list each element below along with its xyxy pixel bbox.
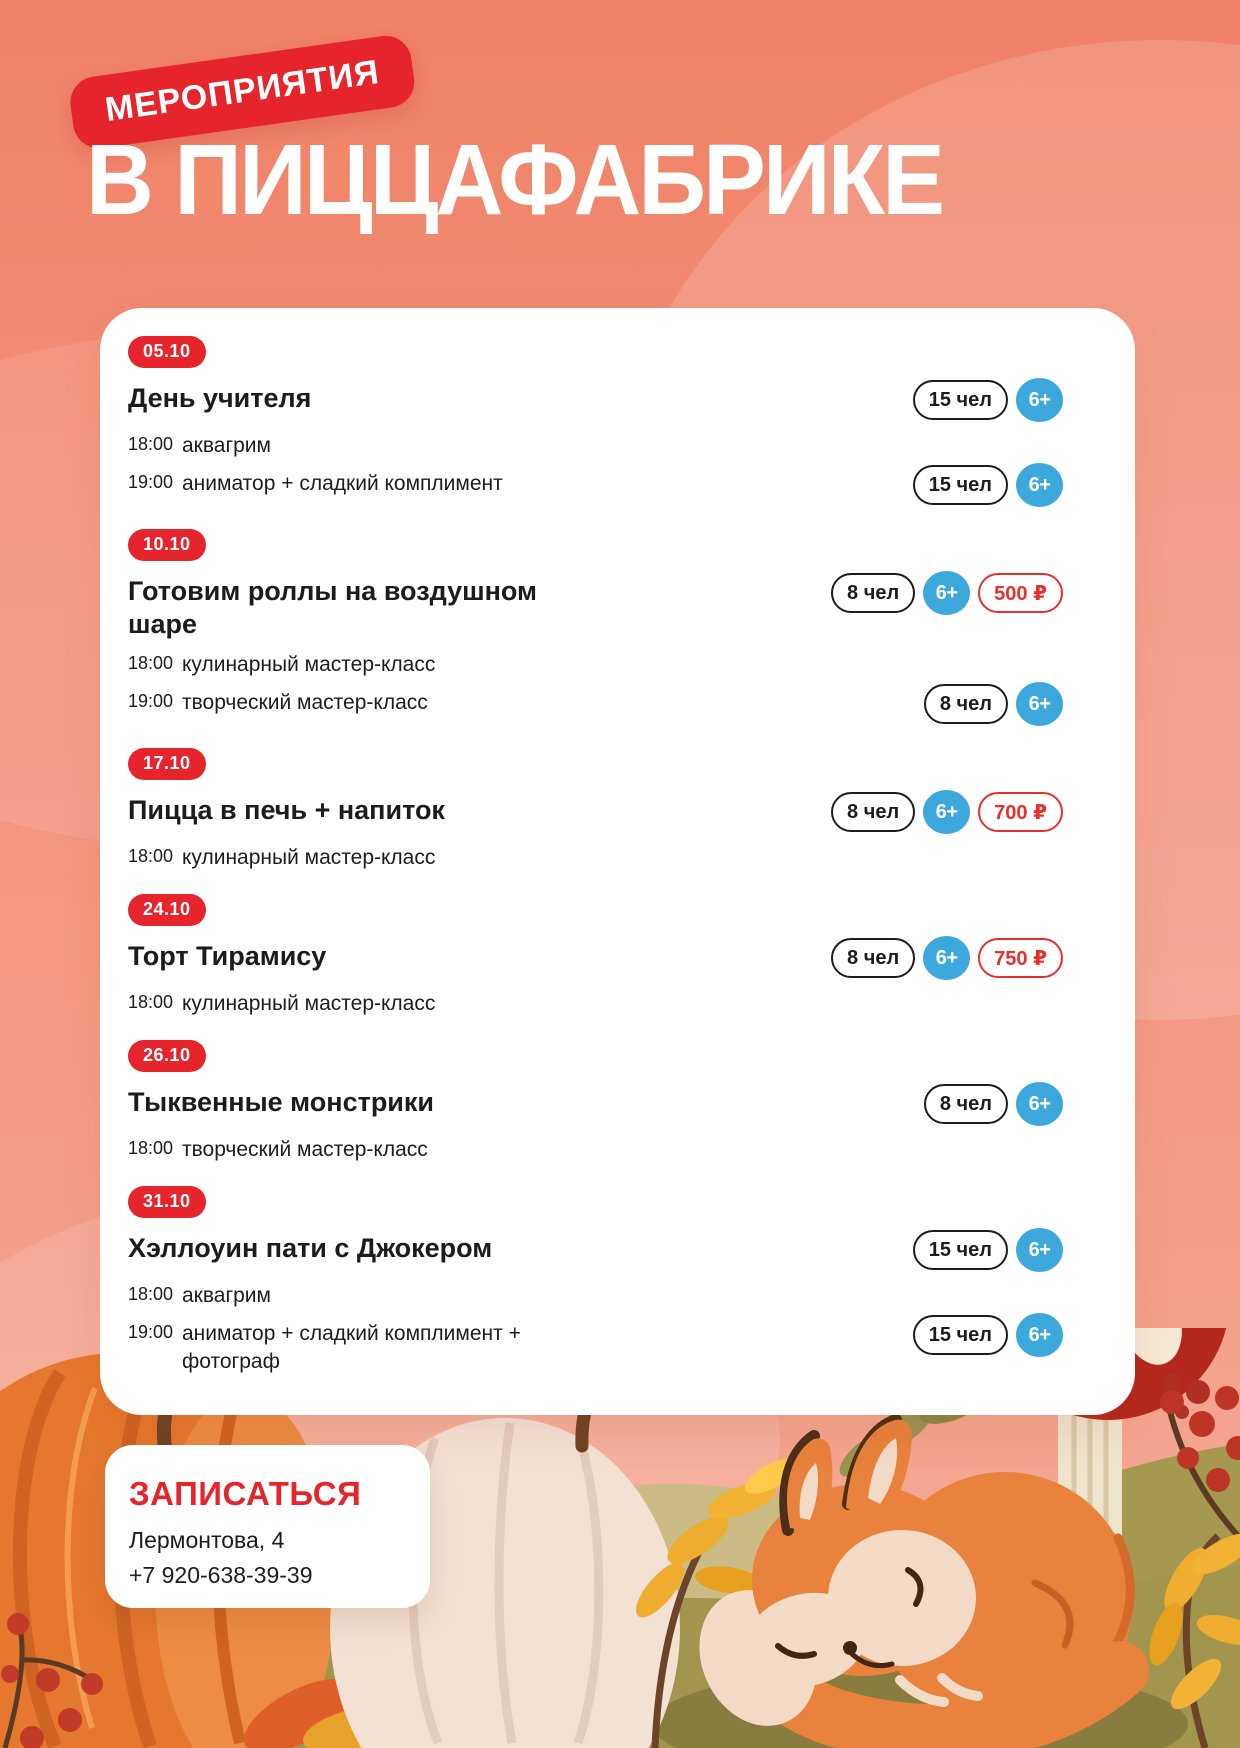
session-desc: творческий мастер-класс bbox=[182, 1138, 428, 1161]
poster-title: В ПИЦЦАФАБРИКЕ bbox=[86, 124, 943, 236]
capacity-badge: 8 чел bbox=[924, 684, 1008, 724]
age-badge: 6+ bbox=[1016, 1082, 1063, 1126]
age-badge: 6+ bbox=[1016, 682, 1063, 726]
session-row bbox=[128, 432, 1063, 460]
capacity-badge: 8 чел bbox=[831, 573, 915, 613]
age-badge: 6+ bbox=[1016, 1313, 1063, 1357]
session-row bbox=[128, 844, 1063, 872]
session-time: 18:00 bbox=[128, 992, 174, 1012]
badge-group bbox=[913, 378, 1063, 422]
capacity-badge: 15 чел bbox=[913, 465, 1008, 505]
badge-group bbox=[913, 463, 1063, 507]
date-badge: 31.10 bbox=[128, 1186, 206, 1218]
capacity-badge: 15 чел bbox=[913, 1315, 1008, 1355]
events-card bbox=[100, 308, 1135, 1415]
session-desc: аниматор + сладкий комплимент bbox=[182, 472, 503, 495]
session-time: 19:00 bbox=[128, 1322, 174, 1342]
age-badge: 6+ bbox=[923, 936, 970, 980]
event-section-0510 bbox=[128, 336, 1063, 507]
date-badge: 24.10 bbox=[128, 894, 206, 926]
session-desc: кулинарный мастер-класс bbox=[182, 846, 436, 869]
event-title: День учителя bbox=[128, 383, 312, 413]
session-row bbox=[128, 990, 1063, 1018]
event-section-1010 bbox=[128, 529, 1063, 726]
age-badge: 6+ bbox=[1016, 1228, 1063, 1272]
badge-group bbox=[913, 1228, 1063, 1272]
date-badge: 05.10 bbox=[128, 336, 206, 368]
session-time: 19:00 bbox=[128, 472, 174, 492]
date-badge: 17.10 bbox=[128, 748, 206, 780]
capacity-badge: 8 чел bbox=[831, 938, 915, 978]
event-title: Готовим роллы на воздушном шаре bbox=[128, 576, 538, 639]
price-badge: 700 ₽ bbox=[978, 792, 1063, 832]
age-badge: 6+ bbox=[1016, 378, 1063, 422]
session-row bbox=[128, 1320, 1063, 1376]
badge-group bbox=[831, 790, 1063, 834]
event-title: Тыквенные монстрики bbox=[128, 1087, 435, 1117]
signup-phone[interactable]: +7 920-638-39-39 bbox=[129, 1562, 313, 1588]
session-desc: творческий мастер-класс bbox=[182, 691, 428, 714]
session-desc: аквагрим bbox=[182, 434, 271, 457]
signup-address: Лермонтова, 4 bbox=[129, 1527, 285, 1553]
event-title: Торт Тирамису bbox=[128, 941, 327, 971]
session-time: 18:00 bbox=[128, 1138, 174, 1158]
session-row bbox=[128, 651, 1063, 679]
capacity-badge: 15 чел bbox=[913, 380, 1008, 420]
session-desc: аквагрим bbox=[182, 1284, 271, 1307]
session-desc: кулинарный мастер-класс bbox=[182, 653, 436, 676]
session-time: 19:00 bbox=[128, 691, 174, 711]
event-section-3110 bbox=[128, 1186, 1063, 1376]
price-badge: 500 ₽ bbox=[978, 573, 1063, 613]
event-title: Хэллоуин пати с Джокером bbox=[128, 1233, 493, 1263]
header-badge: МЕРОПРИЯТИЯ bbox=[67, 32, 418, 151]
capacity-badge: 8 чел bbox=[924, 1084, 1008, 1124]
age-badge: 6+ bbox=[1016, 463, 1063, 507]
session-time: 18:00 bbox=[128, 434, 174, 454]
event-section-2610 bbox=[128, 1040, 1063, 1164]
session-row bbox=[128, 1282, 1063, 1310]
signup-cta[interactable]: ЗАПИСАТЬСЯ bbox=[129, 1475, 362, 1512]
badge-group bbox=[924, 1082, 1063, 1126]
event-section-1710 bbox=[128, 748, 1063, 872]
badge-group bbox=[913, 1313, 1063, 1357]
badge-group bbox=[831, 571, 1063, 615]
price-badge: 750 ₽ bbox=[978, 938, 1063, 978]
date-badge: 10.10 bbox=[128, 529, 206, 561]
session-row bbox=[128, 1136, 1063, 1164]
capacity-badge: 15 чел bbox=[913, 1230, 1008, 1270]
age-badge: 6+ bbox=[923, 790, 970, 834]
session-time: 18:00 bbox=[128, 846, 174, 866]
session-time: 18:00 bbox=[128, 1284, 174, 1304]
session-row bbox=[128, 470, 1063, 507]
badge-group bbox=[924, 682, 1063, 726]
signup-card[interactable] bbox=[105, 1445, 430, 1608]
session-row bbox=[128, 689, 1063, 726]
badge-group bbox=[831, 936, 1063, 980]
session-desc: аниматор + сладкий комплимент + фотограф bbox=[182, 1322, 521, 1373]
event-title: Пицца в печь + напиток bbox=[128, 795, 445, 825]
capacity-badge: 8 чел bbox=[831, 792, 915, 832]
age-badge: 6+ bbox=[923, 571, 970, 615]
session-time: 18:00 bbox=[128, 653, 174, 673]
date-badge: 26.10 bbox=[128, 1040, 206, 1072]
session-desc: кулинарный мастер-класс bbox=[182, 992, 436, 1015]
event-section-2410 bbox=[128, 894, 1063, 1018]
